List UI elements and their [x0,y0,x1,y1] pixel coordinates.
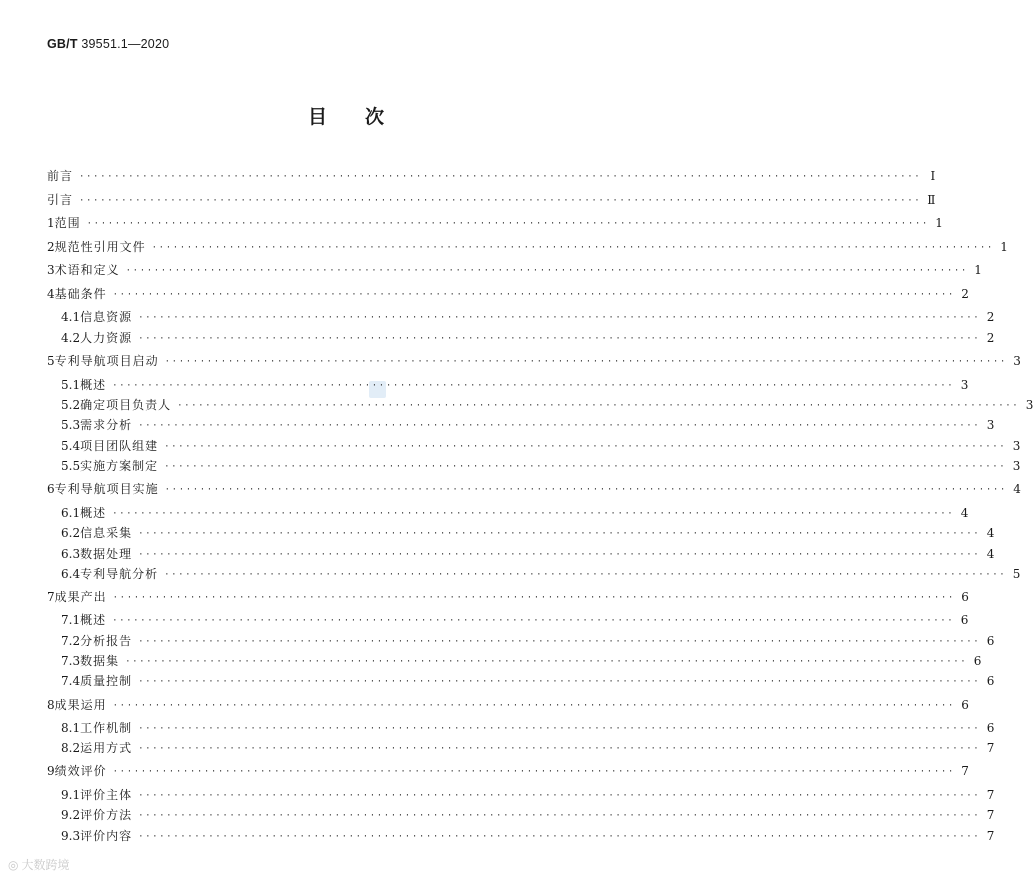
toc-entry [61,437,1021,455]
standard-code: GB/T [47,37,78,51]
toc-page-number: 6 [961,590,969,604]
toc-entry [61,739,995,757]
toc-leader-dots: ························································································································ [112,767,955,777]
toc-entry [61,565,1021,583]
toc-entry-title: 信息资源 [80,310,133,324]
toc-leader-dots: ························································································································ [112,381,955,391]
toc-entry [61,308,995,326]
toc-section-number: 1 [47,216,55,230]
toc-leader-dots: ························································································································ [164,357,1007,367]
toc-page-number: 3 [960,378,969,392]
toc-section-number: 5 [47,354,55,368]
toc-leader-dots: ························································································································ [125,266,968,276]
toc-section-number: 7.4 [61,674,81,688]
toc-section-number: 8.2 [61,741,81,755]
toc-entry-title: 项目团队组建 [80,439,159,453]
toc-section-number: 6.3 [61,547,81,561]
toc-page-number: 7 [961,764,969,778]
toc-section-number: 5.4 [61,439,81,453]
toc-page-number: 4 [1013,482,1021,496]
toc-entry-title: 概述 [80,378,107,392]
toc-section-number: 4.2 [61,331,81,345]
toc-page-number: 3 [1012,439,1021,453]
toc-entry-title: 确定项目负责人 [80,398,172,412]
toc-leader-dots: ························································································································ [125,657,968,667]
standard-id: 39551.1—2020 [81,37,170,51]
toc-leader-dots: ························································································································ [138,637,981,647]
toc-entry-title: 前言 [47,169,74,183]
toc-section-number: 7.3 [61,654,81,668]
toc-section-number: 7.2 [61,634,81,648]
title-char-2: 次 [365,106,385,128]
toc-leader-dots: ························································································································ [79,172,922,182]
toc-page-number: 4 [960,506,969,520]
toc-page-number: 6 [986,674,995,688]
toc-page-number: 7 [986,788,995,802]
toc-section-number: 4 [47,287,55,301]
toc-section-number: 7 [47,590,55,604]
title-char-1: 目 [307,106,327,128]
toc-entry-title: 成果产出 [54,590,107,604]
toc-entry [61,504,969,522]
toc-leader-dots: ························································································································ [112,701,955,711]
weibo-like-icon: ◎ [8,857,19,872]
toc-leader-dots: ························································································································ [138,550,981,560]
toc-entry [61,652,982,670]
toc-section-number: 6 [47,482,55,496]
toc-leader-dots: ························································································································ [164,485,1007,495]
toc-entry [47,214,943,232]
toc-entry [47,238,1008,256]
toc-entry [47,588,969,606]
toc-entry-title: 概述 [80,613,107,627]
toc-page-number: 5 [1012,567,1021,581]
toc-entry-title: 引言 [47,193,74,207]
toc-entry-title: 工作机制 [80,721,133,735]
toc-entry [61,545,995,563]
toc-section-number: 9.1 [61,788,81,802]
toc-leader-dots: ························································································································ [138,724,981,734]
toc-leader-dots: ························································································································ [138,677,981,687]
toc-section-number: 6.1 [61,506,81,520]
toc-page-number: 3 [1012,459,1021,473]
toc-entry-title: 术语和定义 [54,263,120,277]
toc-entry [47,696,969,714]
toc-entry-title: 评价内容 [80,829,133,843]
watermark-text: 大数跨境 [21,858,70,872]
toc-section-number: 2 [47,240,55,254]
toc-leader-dots: ························································································································ [138,529,981,539]
toc-section-number: 6.4 [61,567,81,581]
toc-entry-title: 评价主体 [80,788,133,802]
toc-page-number: 1 [1000,240,1008,254]
toc-section-number: 9.3 [61,829,81,843]
watermark [8,856,70,873]
toc-page-number: 4 [986,547,995,561]
toc-entry [47,167,936,185]
toc-entry [47,285,969,303]
toc-entry-title: 规范性引用文件 [54,240,146,254]
toc-section-number: 8.1 [61,721,81,735]
toc-page-number: 7 [986,808,995,822]
toc-entry [61,786,995,804]
toc-section-number: 3 [47,263,55,277]
toc-section-number: 8 [47,698,55,712]
toc-leader-dots: ························································································································ [138,811,981,821]
toc-section-number: 4.1 [61,310,81,324]
toc-leader-dots: ························································································································ [164,462,1007,472]
toc-entry-title: 绩效评价 [54,764,107,778]
toc-entry [61,672,995,690]
toc-leader-dots: ························································································································ [79,196,922,206]
toc-entry [61,396,1033,414]
toc-page-number: 2 [986,331,995,345]
toc-leader-dots: ························································································································ [112,616,955,626]
toc-leader-dots: ························································································································ [164,442,1007,452]
toc-section-number: 5.2 [61,398,81,412]
toc-entry [61,329,995,347]
toc-section-number: 7.1 [61,613,81,627]
toc-leader-dots: ························································································································ [138,744,981,754]
toc-entry [61,827,995,845]
toc-page-number: 3 [1025,398,1033,412]
toc-entry-title: 基础条件 [54,287,107,301]
toc-entry [47,352,1021,370]
toc-entry-title: 专利导航分析 [80,567,159,581]
toc-entry [61,524,995,542]
toc-leader-dots: ························································································································ [138,832,981,842]
standard-number [47,37,169,51]
toc-entry [61,719,995,737]
toc-page-number: 7 [986,829,995,843]
toc-section-number: 5.1 [61,378,81,392]
toc-section-number: 5.3 [61,418,81,432]
toc-entry [61,416,995,434]
toc-entry-title: 范围 [54,216,81,230]
toc-section-number: 9.2 [61,808,81,822]
toc-entry-title: 人力资源 [80,331,133,345]
toc-entry-title: 成果运用 [54,698,107,712]
toc-leader-dots: ························································································································ [112,509,955,519]
toc-page-number: 3 [986,418,995,432]
toc-entry [61,376,969,394]
toc-section-number: 5.5 [61,459,81,473]
toc-entry-title: 数据集 [80,654,120,668]
toc-entry-title: 评价方法 [80,808,133,822]
toc-entry [47,480,1021,498]
toc-leader-dots: ························································································································ [138,334,981,344]
toc-leader-dots: ························································································································ [138,313,981,323]
toc-page-number: 1 [935,216,943,230]
toc-section-number: 6.2 [61,526,81,540]
toc-entry-title: 信息采集 [80,526,133,540]
toc-leader-dots: ························································································································ [138,791,981,801]
toc-page-number: 4 [986,526,995,540]
toc-page-number: 2 [961,287,969,301]
toc-entry [61,611,969,629]
toc-page-number: 7 [986,741,995,755]
toc-leader-dots: ························································································································ [112,593,955,603]
toc-page-number: 3 [1013,354,1021,368]
toc-entry [47,762,969,780]
toc-entry-title: 专利导航项目实施 [54,482,159,496]
toc-leader-dots: ························································································································ [177,401,1020,411]
toc-page-number: 1 [974,263,982,277]
toc-page-number: Ⅱ [927,193,936,207]
toc-page-number: Ⅰ [930,169,936,183]
toc-page-number: 6 [986,721,995,735]
toc-entry [61,806,995,824]
toc-entry-title: 质量控制 [80,674,133,688]
toc-leader-dots: ························································································································ [151,243,994,253]
toc-entry [61,632,995,650]
toc-entry-title: 分析报告 [80,634,133,648]
toc-entry-title: 需求分析 [80,418,133,432]
page-title [0,102,692,129]
toc-leader-dots: ························································································································ [112,290,955,300]
toc-leader-dots: ························································································································ [164,570,1007,580]
toc-page-number: 6 [961,698,969,712]
toc-entry [47,261,982,279]
toc-leader-dots: ························································································································ [138,421,981,431]
toc-section-number: 9 [47,764,55,778]
toc-page-number: 6 [973,654,982,668]
toc-entry-title: 运用方式 [80,741,133,755]
toc-page-number: 6 [986,634,995,648]
toc-entry-title: 概述 [80,506,107,520]
toc-page-number: 2 [986,310,995,324]
toc-entry-title: 数据处理 [80,547,133,561]
toc-page-number: 6 [960,613,969,627]
toc-leader-dots: ························································································································ [86,219,929,229]
toc-entry-title: 实施方案制定 [80,459,159,473]
toc-entry [47,191,936,209]
toc-entry-title: 专利导航项目启动 [54,354,159,368]
toc-entry [61,457,1021,475]
